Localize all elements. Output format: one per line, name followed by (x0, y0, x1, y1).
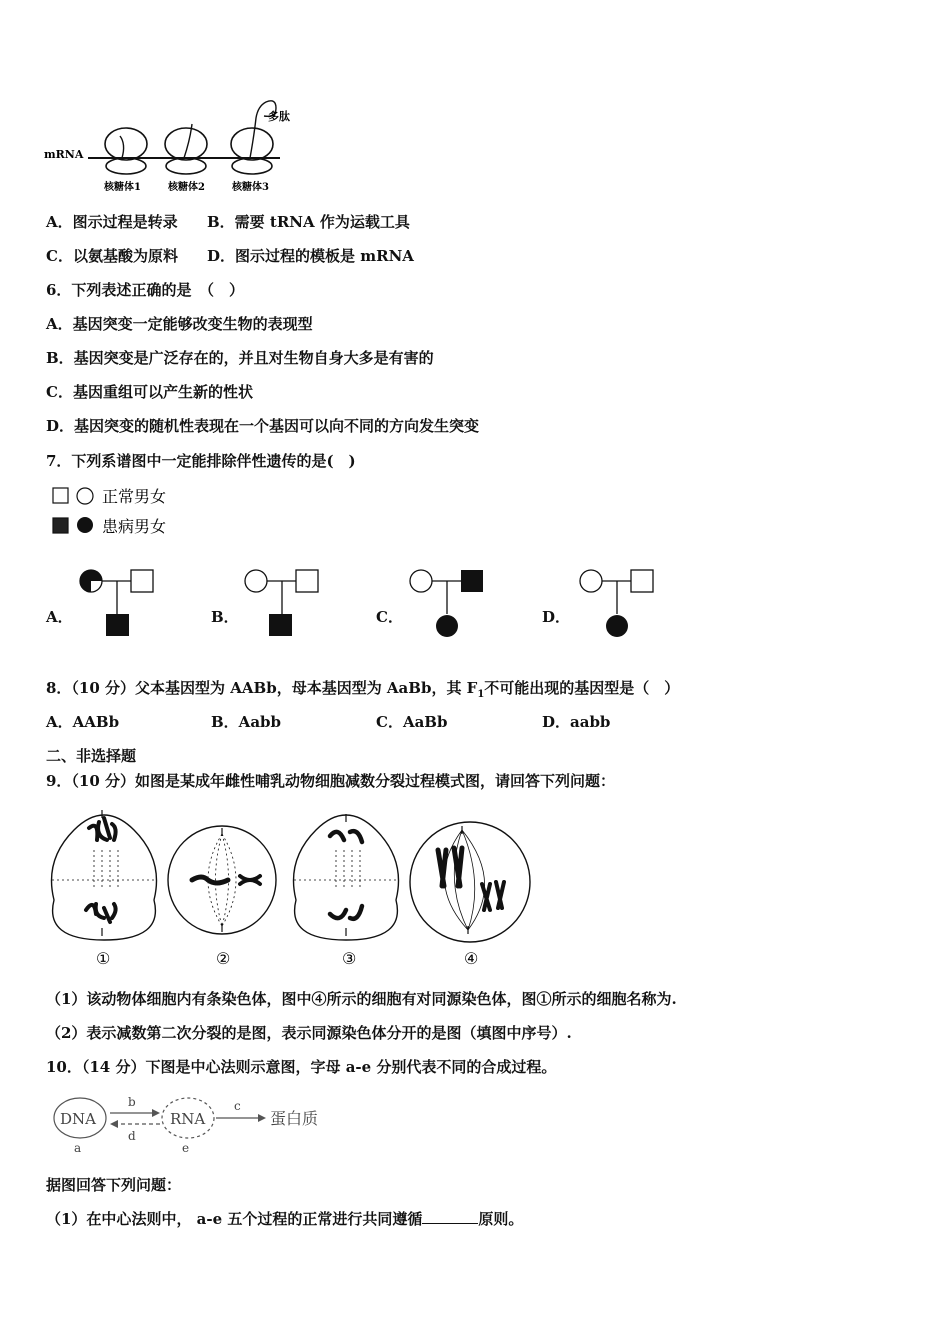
dna-label: DNA (60, 1110, 96, 1128)
pedigree-a (76, 566, 160, 640)
affected-female-icon (77, 517, 93, 533)
ribosome-figure (40, 92, 310, 200)
cell-3-label: ③ (342, 949, 357, 968)
q5-option-b: B．需要 tRNA 作为运载工具 (207, 213, 410, 231)
q7-option-d-label: D． (542, 608, 571, 626)
cell-3 (294, 814, 399, 940)
q8-stem (46, 677, 679, 700)
q7-option-c-label: C． (376, 608, 403, 626)
cell-4-label: ④ (464, 949, 479, 968)
q8-stem-suffix: 不可能出现的基因型是（ ） (484, 679, 680, 697)
pedigree-b (241, 566, 325, 640)
pedigree-d (576, 566, 660, 640)
affected-male-icon (53, 518, 68, 533)
process-d-label: d (128, 1129, 136, 1143)
pedigree-legend (50, 484, 230, 544)
q6-option-d: D．基因突变的随机性表现在一个基因可以向不同的方向发生突变 (46, 417, 480, 435)
meiosis-figure (44, 800, 544, 970)
cell-1-label: ① (96, 949, 111, 968)
q10-sub1-suffix: 原则。 (478, 1210, 524, 1228)
pedigree-c (406, 566, 490, 640)
ribosome-2 (165, 124, 207, 174)
q6-option-c: C．基因重组可以产生新的性状 (46, 383, 253, 401)
ribosome-2-label: 核糖体2 (168, 182, 205, 193)
normal-male-icon (53, 488, 68, 503)
section-2-title: 二、非选择题 (46, 747, 137, 765)
q10-intro: 据图回答下列问题： (46, 1176, 182, 1194)
process-e-label: e (182, 1141, 190, 1155)
q8-option-c: C．AaBb (376, 713, 448, 731)
q5-option-c: C．以氨基酸为原料 (46, 247, 178, 265)
legend-normal-text: 正常男女 (102, 487, 167, 506)
legend-affected-text: 患病男女 (102, 517, 167, 536)
q10-sub1-prefix: （1）在中心法则中， a-e 五个过程的正常进行共同遵循 (46, 1210, 423, 1228)
q5-option-d: D．图示过程的模板是 mRNA (207, 247, 414, 265)
process-b-label: b (128, 1095, 136, 1109)
answer-blank[interactable] (422, 1211, 478, 1224)
q6-option-b: B．基因突变是广泛存在的，并且对生物自身大多是有害的 (46, 349, 434, 367)
cell-4 (410, 822, 530, 942)
q6-stem: 6．下列表述正确的是 （ ） (46, 281, 244, 299)
process-c-label: c (234, 1099, 241, 1113)
q7-option-a-label: A． (46, 608, 73, 626)
mrna-label: mRNA (44, 148, 84, 161)
q9-sub1: （1）该动物体细胞内有条染色体，图中④所示的细胞有对同源染色体，图①所示的细胞名称为. (46, 990, 677, 1008)
q10-sub1 (46, 1208, 523, 1229)
q8-option-b: B．Aabb (211, 713, 282, 731)
q9-stem: 9．（10 分）如图是某成年雌性哺乳动物细胞减数分裂过程模式图，请回答下列问题： (46, 772, 616, 790)
cell-2-label: ② (216, 949, 231, 968)
ribosome-3-label: 核糖体3 (232, 182, 269, 193)
peptide-label: 多肽 (268, 110, 290, 123)
q10-stem: 10．（14 分）下图是中心法则示意图，字母 a-e 分别代表不同的合成过程。 (46, 1058, 557, 1076)
rna-label: RNA (170, 1110, 206, 1128)
normal-female-icon (77, 488, 93, 504)
protein-label: 蛋白质 (270, 1109, 319, 1128)
q5-option-a: A．图示过程是转录 (46, 213, 178, 231)
process-a-label: a (74, 1141, 82, 1155)
q8-stem-prefix: 8．（10 分）父本基因型为 AABb，母本基因型为 AaBb，其 F (46, 679, 478, 697)
q9-sub2: （2）表示减数第二次分裂的是图，表示同源染色体分开的是图（填图中序号）. (46, 1024, 572, 1042)
ribosome-1 (105, 128, 147, 174)
q6-option-a: A．基因突变一定能够改变生物的表现型 (46, 315, 313, 333)
cell-2 (168, 826, 276, 934)
q8-option-d: D．aabb (542, 713, 611, 731)
cell-1 (52, 810, 157, 940)
central-dogma-diagram (48, 1088, 348, 1158)
q7-stem: 7．下列系谱图中一定能排除伴性遗传的是( ) (46, 452, 356, 470)
ribosome-1-label: 核糖体1 (104, 182, 141, 193)
q8-option-a: A．AABb (46, 713, 120, 731)
q7-option-b-label: B． (211, 608, 239, 626)
q8-stem-sub: 1 (477, 689, 485, 700)
